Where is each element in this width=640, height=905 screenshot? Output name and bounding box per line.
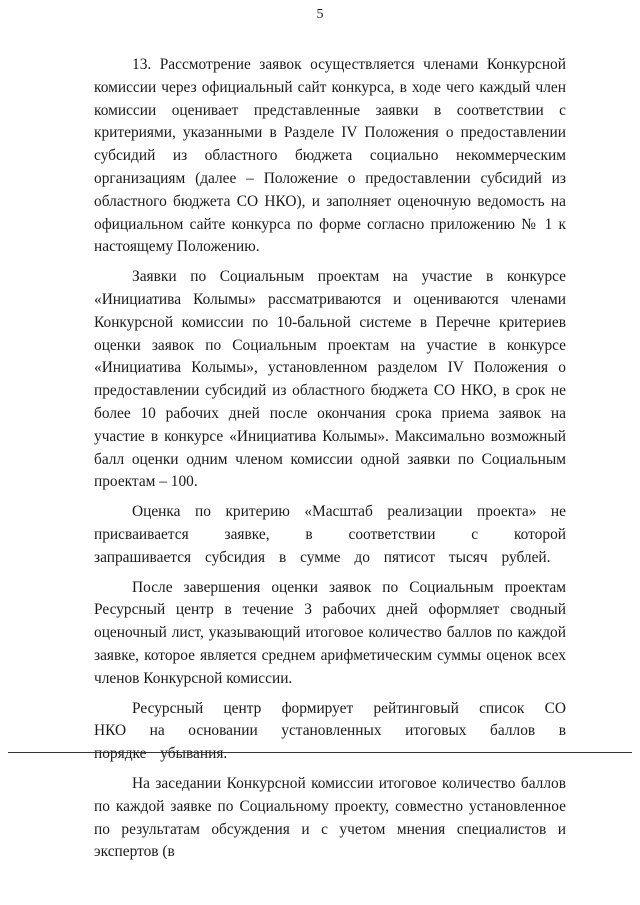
paragraph-scoring-system: Заявки по Социальным проектам на участие в конкурсе «Инициатива Колымы» рассматриваются и оцениваются членами Конкурсной комиссии по 10-бальной системе в Перечне критериев оценки заявок по Социальным проектам на участие в конкурсе «Инициатива Колымы», установленном разделом IV Положения о предоставлении субсидий из областного бюджета СО НКО, в срок не более 10 рабочих дней после окончания срока приема заявок на участие в конкурсе «Инициатива Колымы». Максимально возможный балл оценки одним членом комиссии одной заявки по Социальным проектам – 100.: [94, 268, 566, 491]
page-number: 5: [316, 7, 324, 22]
paragraph-rating-list: Ресурсный центр формирует рейтинговый список СО НКО на основании установленных итоговых баллов в порядке убывания.: [94, 699, 566, 763]
document-body: [94, 54, 566, 871]
footer-divider: [8, 752, 632, 753]
paragraph-review-procedure: 13. Рассмотрение заявок осуществляется членами Конкурсной комиссии через официальный сайт конкурса, в ходе чего каждый член комиссии оценивает представленные заявки в соответствии с критериями, указанными в Разделе IV Положения о предоставлении субсидий из областного бюджета социально некоммерческим организациям (далее – Положение о предоставлении субсидий из областного бюджета СО НКО), и заполняет оценочную ведомость на официальном сайте конкурса по форме согласно приложению № 1 к настоящему Положению.: [94, 56, 566, 256]
paragraph-summary-sheet: После завершения оценки заявок по Социальным проектам Ресурсный центр в течение 3 рабочих дней оформляет сводный оценочный лист, указывающий итоговое количество баллов по каждой заявке, которое является среднем арифметическим суммы оценок всех членов Конкурсной комиссии.: [94, 578, 566, 687]
paragraph-commission-meeting: На заседании Конкурсной комиссии итоговое количество баллов по каждой заявке по Социальному проекту, совместно установленное по результатам обсуждения и с учетом мнения специалистов и экспертов (в: [94, 774, 566, 861]
paragraph-scale-criterion: Оценка по критерию «Масштаб реализации проекта» не присваивается заявке, в соответствии с которой запрашивается субсидия в сумме до пятисот тысяч рублей.: [94, 503, 566, 566]
